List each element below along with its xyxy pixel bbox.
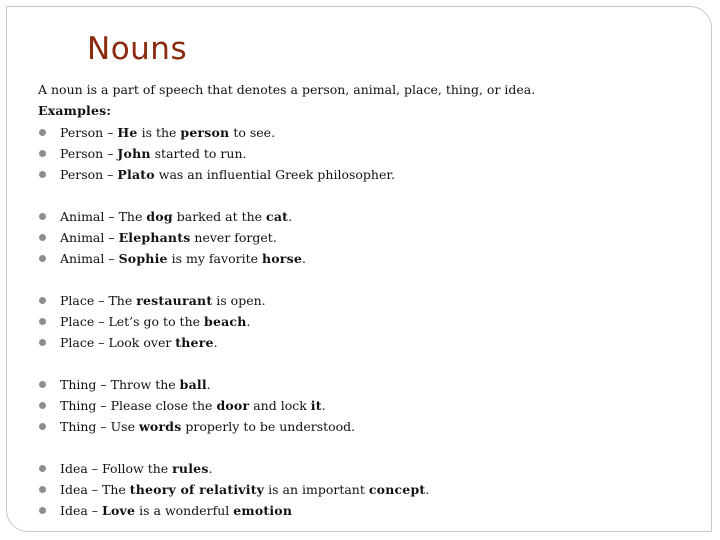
sentence-text: Person – bbox=[60, 125, 118, 140]
sentence-text: is an important bbox=[264, 482, 369, 497]
sentence-text: Idea – Follow the bbox=[60, 461, 173, 476]
noun-word: emotion bbox=[233, 503, 293, 518]
noun-word: it bbox=[310, 398, 322, 413]
example-group bbox=[38, 122, 698, 185]
list-item bbox=[38, 479, 698, 500]
sentence-text: Animal – bbox=[60, 230, 119, 245]
sentence-text: Place – Look over bbox=[60, 335, 176, 350]
noun-word: ball bbox=[179, 377, 207, 392]
bullet-icon bbox=[39, 423, 46, 430]
slide-content bbox=[38, 79, 698, 521]
noun-word: He bbox=[117, 125, 138, 140]
sentence-text: started to run. bbox=[150, 146, 247, 161]
sentence-text: . bbox=[246, 314, 251, 329]
sentence-text: is my favorite bbox=[167, 251, 262, 266]
noun-word: Sophie bbox=[118, 251, 168, 266]
sentence-text: . bbox=[288, 209, 293, 224]
sentence-text: and lock bbox=[249, 398, 311, 413]
noun-word: cat bbox=[266, 209, 289, 224]
list-item bbox=[38, 227, 698, 248]
bullet-icon bbox=[39, 381, 46, 388]
list-item bbox=[38, 416, 698, 437]
list-item bbox=[38, 332, 698, 353]
list-item bbox=[38, 500, 698, 521]
noun-word: there bbox=[175, 335, 214, 350]
bullet-icon bbox=[39, 465, 46, 472]
sentence-text: Idea – The bbox=[60, 482, 130, 497]
sentence-text: properly to be understood. bbox=[181, 419, 356, 434]
noun-word: restaurant bbox=[136, 293, 213, 308]
noun-word: Love bbox=[102, 503, 136, 518]
list-item bbox=[38, 290, 698, 311]
sentence-text: Place – The bbox=[60, 293, 137, 308]
sentence-text: to see. bbox=[229, 125, 276, 140]
list-item bbox=[38, 374, 698, 395]
bullet-icon bbox=[39, 171, 46, 178]
list-item bbox=[38, 248, 698, 269]
sentence-text: Thing – Throw the bbox=[60, 377, 180, 392]
list-item bbox=[38, 311, 698, 332]
sentence-text: . bbox=[301, 251, 306, 266]
intro-text: A noun is a part of speech that denotes a person, animal, place, thing, or idea. bbox=[38, 82, 536, 97]
noun-word: theory of relativity bbox=[129, 482, 265, 497]
sentence-text: . bbox=[321, 398, 326, 413]
list-item bbox=[38, 458, 698, 479]
example-group bbox=[38, 290, 698, 353]
noun-word: beach bbox=[204, 314, 247, 329]
bullet-icon bbox=[39, 129, 46, 136]
bullet-icon bbox=[39, 297, 46, 304]
noun-word: door bbox=[216, 398, 250, 413]
bullet-icon bbox=[39, 402, 46, 409]
sentence-text: was an influential Greek philosopher. bbox=[154, 167, 395, 182]
sentence-text: Thing – Use bbox=[60, 419, 139, 434]
list-item bbox=[38, 143, 698, 164]
bullet-icon bbox=[39, 339, 46, 346]
sentence-text: . bbox=[208, 461, 213, 476]
bullet-icon bbox=[39, 255, 46, 262]
sentence-text: Animal – bbox=[60, 251, 119, 266]
sentence-text: never forget. bbox=[190, 230, 277, 245]
noun-word: horse bbox=[261, 251, 302, 266]
list-item bbox=[38, 164, 698, 185]
sentence-text: Person – bbox=[60, 167, 118, 182]
list-item bbox=[38, 395, 698, 416]
noun-word: words bbox=[138, 419, 182, 434]
example-group bbox=[38, 374, 698, 437]
noun-word: Plato bbox=[117, 167, 155, 182]
slide-title: Nouns bbox=[87, 31, 188, 67]
sentence-text: Place – Let’s go to the bbox=[60, 314, 205, 329]
examples-label: Examples: bbox=[38, 103, 112, 118]
example-group bbox=[38, 206, 698, 269]
slide bbox=[6, 6, 712, 532]
noun-word: concept bbox=[368, 482, 426, 497]
bullet-icon bbox=[39, 507, 46, 514]
sentence-text: Person – bbox=[60, 146, 118, 161]
sentence-text: barked at the bbox=[172, 209, 267, 224]
bullet-icon bbox=[39, 213, 46, 220]
noun-word: dog bbox=[146, 209, 173, 224]
bullet-icon bbox=[39, 150, 46, 157]
sentence-text: . bbox=[425, 482, 430, 497]
noun-word: Elephants bbox=[118, 230, 191, 245]
bullet-icon bbox=[39, 234, 46, 241]
sentence-text: Thing – Please close the bbox=[60, 398, 217, 413]
sentence-text: Idea – bbox=[60, 503, 102, 518]
list-item bbox=[38, 122, 698, 143]
sentence-text: . bbox=[206, 377, 211, 392]
sentence-text: is a wonderful bbox=[135, 503, 234, 518]
bullet-icon bbox=[39, 318, 46, 325]
sentence-text: . bbox=[213, 335, 218, 350]
bullet-icon bbox=[39, 486, 46, 493]
example-groups bbox=[38, 122, 698, 521]
sentence-text: Animal – The bbox=[60, 209, 147, 224]
noun-word: person bbox=[180, 125, 230, 140]
sentence-text: is open. bbox=[212, 293, 266, 308]
noun-word: rules bbox=[172, 461, 209, 476]
list-item bbox=[38, 206, 698, 227]
sentence-text: is the bbox=[137, 125, 181, 140]
example-group bbox=[38, 458, 698, 521]
noun-word: John bbox=[117, 146, 151, 161]
